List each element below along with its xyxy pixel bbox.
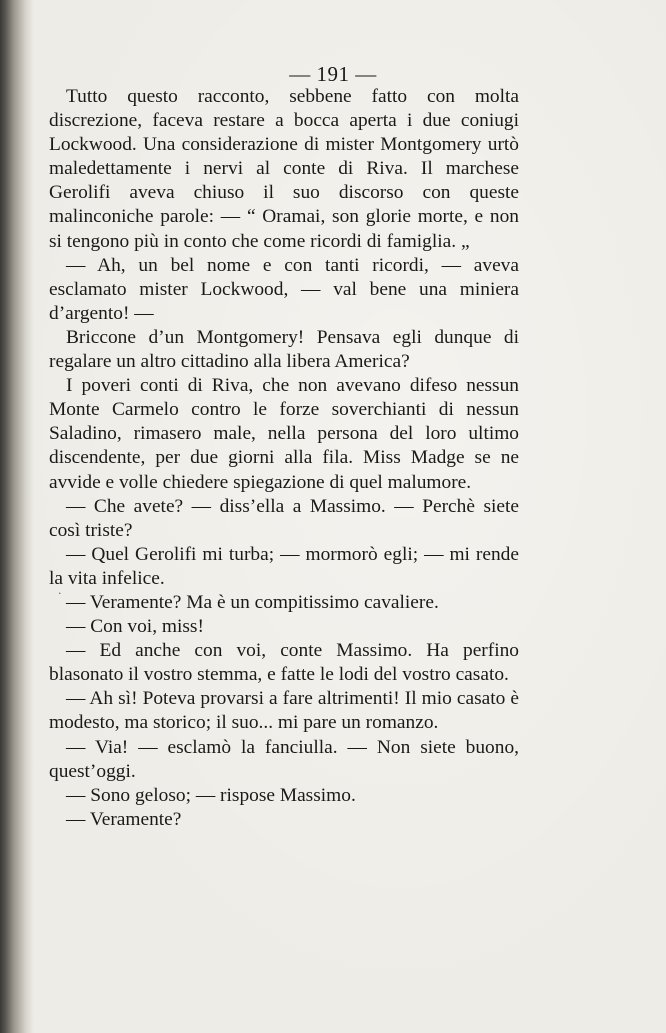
paragraph-11: — Via! — esclamò la fanciulla. — Non siete buono, quest’oggi. <box>49 736 519 782</box>
paragraph-4: I poveri conti di Riva, che non avevano difeso nessun Monte Carmelo contro le forze soverchianti di nessun Saladino, rimasero male, nella persona del loro ultimo discendente, per due giorni alla fila. Miss Madge se ne avvide e volle chiedere spiegazione di quel malumore. <box>49 375 519 493</box>
page-number: — 191 — <box>289 62 377 86</box>
paragraph-12: — Sono geloso; — rispose Massimo. <box>66 784 356 806</box>
body-text <box>49 85 519 832</box>
paragraph-8: — Con voi, miss! <box>66 616 204 638</box>
paragraph-9: — Ed anche con voi, conte Massimo. Ha perfino blasonato il vostro stemma, e fatte le lodi del vostro casato. <box>49 640 519 686</box>
binding-shadow <box>0 0 34 1033</box>
paragraph-6: — Quel Gerolifi mi turba; — mormorò egli; — mi rende la vita infelice. <box>49 543 519 589</box>
paragraph-7: — Veramente? Ma è un compitissimo cavaliere. <box>66 591 439 613</box>
paragraph-2: — Ah, un bel nome e con tanti ricordi, — aveva esclamato mister Lockwood, — val bene una miniera d’argento! — <box>49 254 519 324</box>
ink-mark-icon: · <box>58 587 62 600</box>
paragraph-13: — Veramente? <box>66 808 182 830</box>
paragraph-1: Tutto questo racconto, sebbene fatto con molta discrezione, faceva restare a bocca aperta i due coniugi Lockwood. Una considerazione di mister Montgomery urtò maledettamente i nervi al conte di Riva. Il marchese Gerolifi aveva chiuso il suo discorso con queste malinconiche parole: — “ Oramai, son glorie morte, e non si tengono più in conto che come ricordi di famiglia. „ <box>49 86 519 252</box>
paragraph-5: — Che avete? — diss’ella a Massimo. — Perchè siete così triste? <box>49 495 519 541</box>
paragraph-10: — Ah sì! Poteva provarsi a fare altrimenti! Il mio casato è modesto, ma storico; il suo... mi pare un romanzo. <box>49 688 519 734</box>
paragraph-3: Briccone d’un Montgomery! Pensava egli dunque di regalare un altro cittadino alla libera America? <box>49 326 519 373</box>
